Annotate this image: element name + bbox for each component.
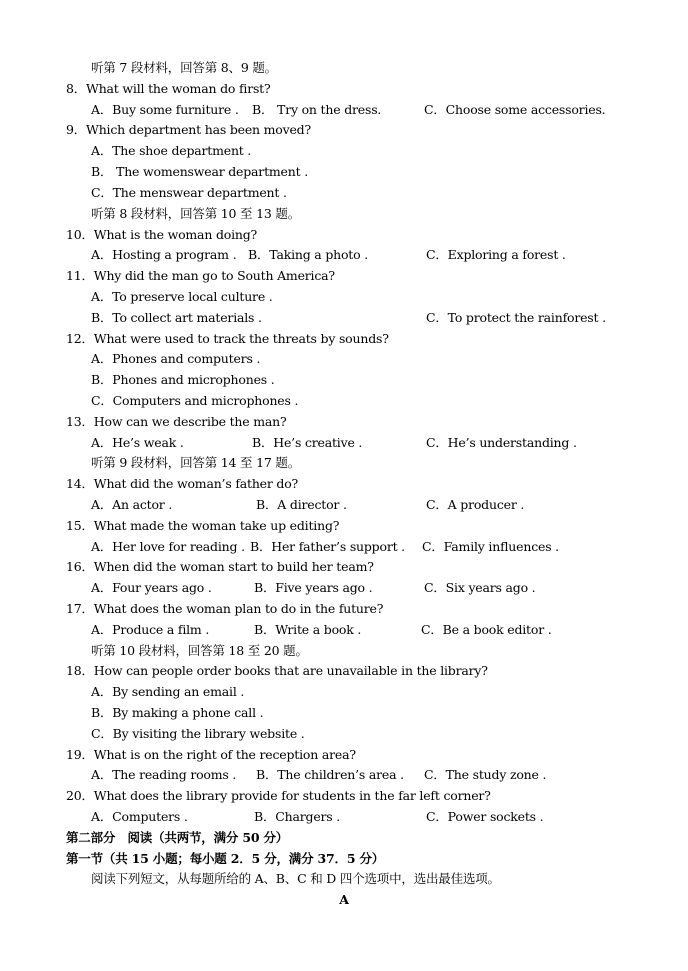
q8-option-a: A．Buy some furniture . — [91, 102, 239, 117]
q18-option-a: A．By sending an email . — [91, 684, 245, 699]
question-20: 20．What does the library provide for students in the far left corner? — [66, 788, 491, 803]
q12-option-c: C．Computers and microphones . — [91, 393, 299, 408]
section-8-instruction: 听第 8 段材料，回答第 10 至 13 题。 — [91, 206, 301, 221]
q17-option-b: B．Write a book . — [254, 622, 362, 637]
q19-option-b: B．The children’s area . — [256, 767, 404, 782]
question-10: 10．What is the woman doing? — [66, 227, 258, 242]
question-12: 12．What were used to track the threats by sounds? — [66, 331, 389, 346]
question-8: 8．What will the woman do first? — [66, 81, 271, 96]
q15-option-c: C．Family influences . — [422, 539, 559, 554]
question-18: 18．How can people order books that are unavailable in the library? — [66, 663, 488, 678]
q14-option-b: B．A director . — [256, 497, 347, 512]
q10-option-a: A．Hosting a program . — [91, 247, 237, 262]
question-15: 15．What made the woman take up editing? — [66, 518, 340, 533]
q13-option-a: A．He’s weak . — [91, 435, 184, 450]
q18-option-c: C．By visiting the library website . — [91, 726, 305, 741]
section-10-instruction: 听第 10 段材料，回答第 18 至 20 题。 — [91, 643, 308, 658]
q14-option-c: C．A producer . — [426, 497, 525, 512]
q20-option-a: A．Computers . — [91, 809, 188, 824]
q20-option-b: B．Chargers . — [254, 809, 341, 824]
q10-option-c: C．Exploring a forest . — [426, 247, 566, 262]
q16-option-b: B．Five years ago . — [254, 580, 373, 595]
question-17: 17．What does the woman plan to do in the future? — [66, 601, 384, 616]
q16-option-a: A．Four years ago . — [91, 580, 212, 595]
q11-option-c: C．To protect the rainforest . — [426, 310, 606, 325]
q11-option-b: B．To collect art materials . — [91, 310, 262, 325]
question-16: 16．When did the woman start to build her team? — [66, 559, 374, 574]
part-2-heading: 第二部分 阅读（共两节，满分 50 分） — [66, 830, 289, 845]
q19-option-c: C．The study zone . — [424, 767, 547, 782]
q20-option-c: C．Power sockets . — [426, 809, 544, 824]
passage-a-label: A — [339, 892, 349, 907]
q18-option-b: B．By making a phone call . — [91, 705, 264, 720]
section-9-instruction: 听第 9 段材料，回答第 14 至 17 题。 — [91, 455, 301, 470]
q11-option-a: A．To preserve local culture . — [91, 289, 273, 304]
q15-option-b: B．Her father’s support . — [250, 539, 405, 554]
question-11: 11．Why did the man go to South America? — [66, 268, 335, 283]
q9-option-c: C．The menswear department . — [91, 185, 287, 200]
q19-option-a: A．The reading rooms . — [91, 767, 237, 782]
q13-option-b: B．He’s creative . — [252, 435, 363, 450]
section-7-instruction: 听第 7 段材料，回答第 8、9 题。 — [91, 60, 277, 75]
question-9: 9．Which department has been moved? — [66, 122, 311, 137]
q14-option-a: A．An actor . — [91, 497, 173, 512]
q8-option-b: B． Try on the dress. — [252, 102, 382, 117]
q9-option-a: A．The shoe department . — [91, 143, 252, 158]
question-14: 14．What did the woman’s father do? — [66, 476, 299, 491]
q8-option-c: C．Choose some accessories. — [424, 102, 606, 117]
q12-option-b: B．Phones and microphones . — [91, 372, 275, 387]
q17-option-c: C．Be a book editor . — [421, 622, 552, 637]
q9-option-b: B． The womenswear department . — [91, 164, 308, 179]
reading-instruction: 阅读下列短文，从每题所给的 A、B、C 和 D 四个选项中，选出最佳选项。 — [91, 871, 500, 886]
question-19: 19．What is on the right of the reception area? — [66, 747, 356, 762]
q15-option-a: A．Her love for reading . — [91, 539, 245, 554]
question-13: 13．How can we describe the man? — [66, 414, 287, 429]
q13-option-c: C．He’s understanding . — [426, 435, 577, 450]
q17-option-a: A．Produce a film . — [91, 622, 210, 637]
section-1-heading: 第一节（共 15 小题；每小题 2．5 分，满分 37．5 分） — [66, 851, 385, 866]
q12-option-a: A．Phones and computers . — [91, 351, 261, 366]
q10-option-b: B．Taking a photo . — [248, 247, 369, 262]
q16-option-c: C．Six years ago . — [424, 580, 536, 595]
